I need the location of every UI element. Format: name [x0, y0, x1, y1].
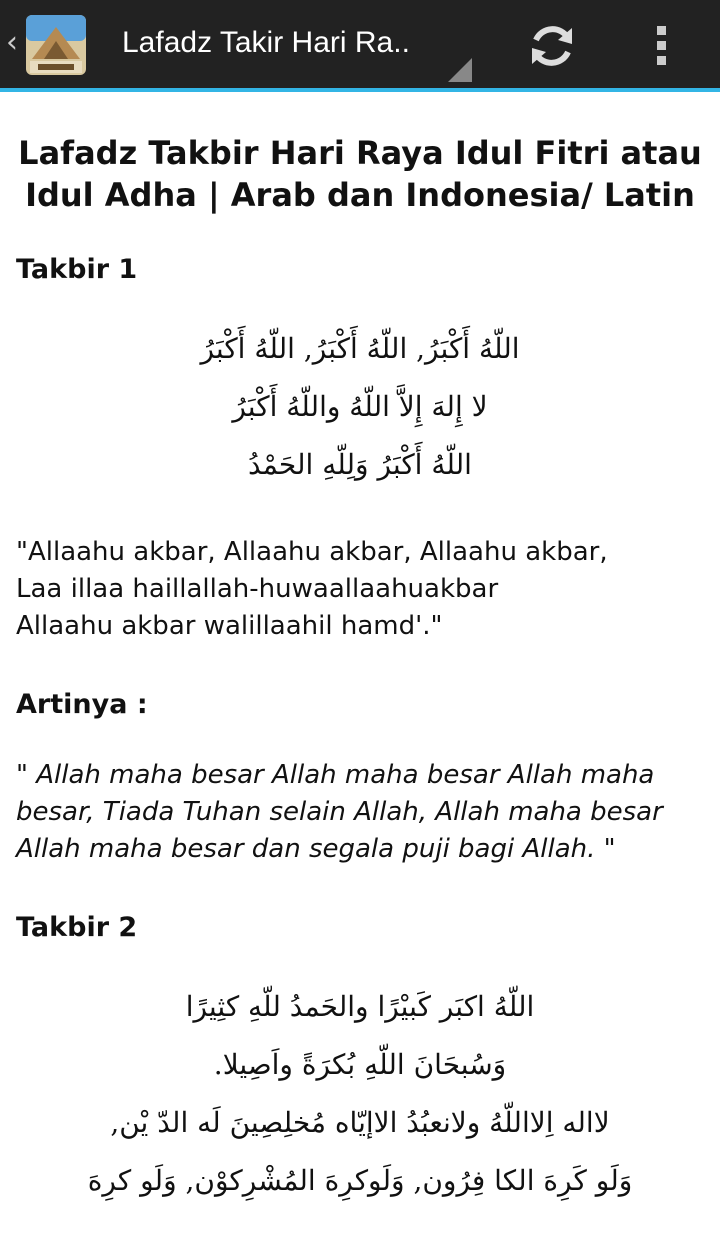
- arabic-line: اللّهُ اكبَر كَبيْرًا والحَمدُ للّهِ كثِيرًا: [185, 990, 535, 1023]
- takbir-1-meaning: " Allah maha besar Allah maha besar Allah maha besar, Tiada Tuhan selain Allah, Allah maha besar Allah maha besar dan segala puji bagi Allah. ": [16, 760, 663, 864]
- app-title: Lafadz Takir Hari Ra..: [122, 26, 410, 59]
- article-content: [0, 132, 720, 1210]
- arabic-line: اللّهُ أَكْبَرُ وَلِلّهِ الحَمْدُ: [248, 448, 472, 481]
- arabic-line: اللّهُ أَكْبَرُ, اللّهُ أَكْبَرُ, اللّهُ أَكْبَرُ: [200, 332, 520, 365]
- navigation-dropdown-indicator[interactable]: [448, 58, 472, 82]
- arabic-line: لا إِلهَ إِلاَّ اللّهُ واللّهُ أَكْبَرُ: [232, 390, 488, 423]
- arabic-line: وَلَو كَرِهَ الكا فِرُون, وَلَوكرِهَ المُشْرِكوْن, وَلَو كرِهَ: [87, 1164, 633, 1197]
- overflow-menu-icon[interactable]: [652, 24, 672, 68]
- takbir-1-latin: "Allaahu akbar, Allaahu akbar, Allaahu akbar, Laa illaa haillallah-huwaallaahuakbar Allaahu akbar walillaahil hamd'.": [16, 537, 608, 641]
- arabic-line: وَسُبحَانَ اللّهِ بُكرَةً واَصِيلا.: [213, 1048, 507, 1081]
- takbir-2-arabic: [16, 978, 704, 1210]
- page-title: Lafadz Takbir Hari Raya Idul Fitri atau Idul Adha | Arab dan Indonesia/ Latin: [18, 134, 702, 214]
- takbir-1-heading: Takbir 1: [16, 254, 138, 285]
- up-chevron-icon[interactable]: ‹: [6, 25, 18, 60]
- action-bar: [0, 0, 720, 92]
- app-logo-icon[interactable]: [24, 13, 88, 77]
- arabic-line: لااله اِلااللّهُ ولانعبُدُ الاإيّاه مُخلِصِينَ لَه الدّ يْن,: [110, 1106, 610, 1139]
- refresh-icon[interactable]: [524, 18, 580, 74]
- takbir-1-arabic: [16, 320, 704, 494]
- meaning-heading: Artinya :: [16, 689, 148, 720]
- takbir-2-heading: Takbir 2: [16, 912, 138, 943]
